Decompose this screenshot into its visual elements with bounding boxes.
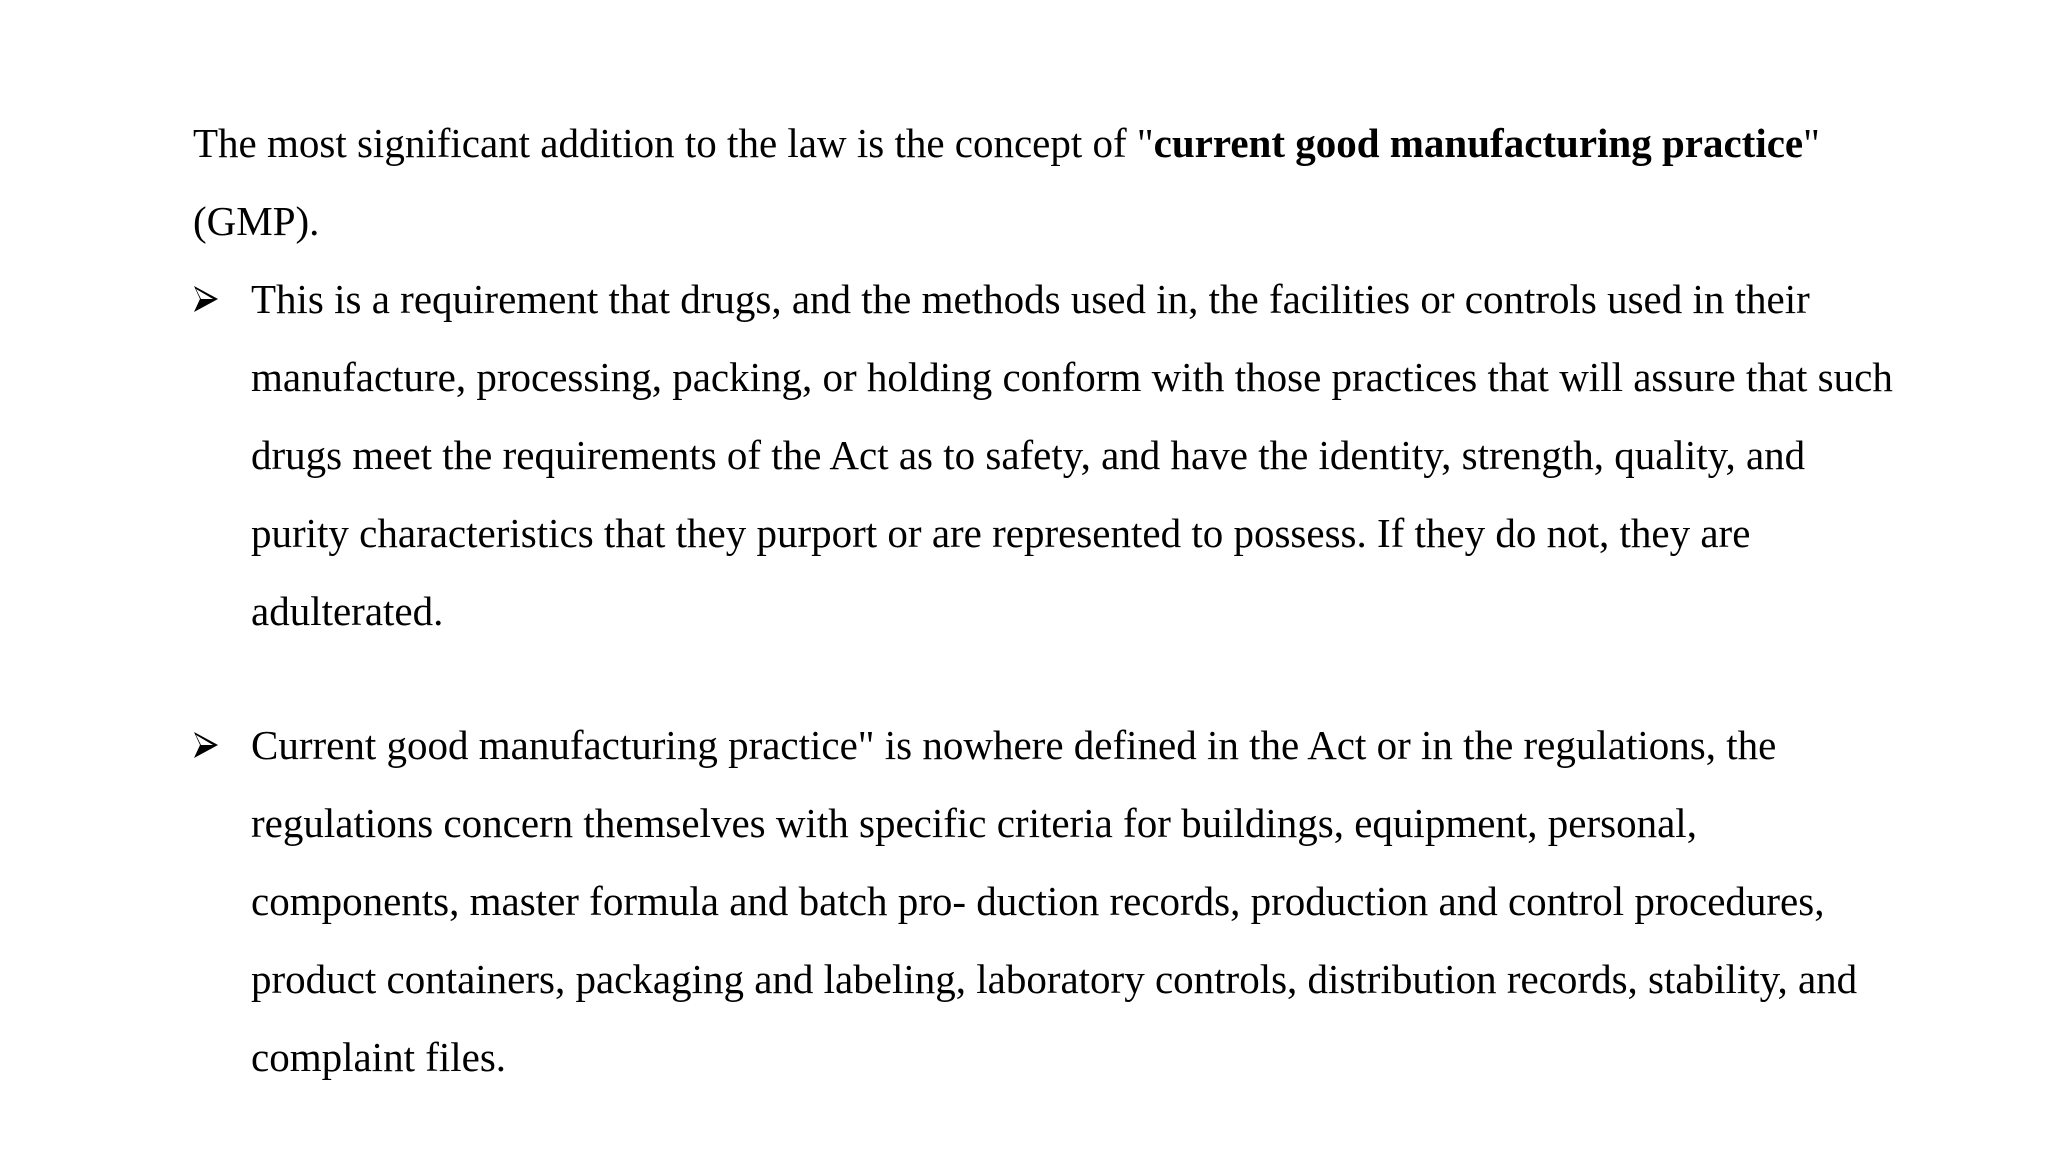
intro-bold-term: current good manufacturing practice bbox=[1153, 120, 1804, 166]
intro-tail-text: " (GMP). bbox=[193, 120, 1820, 244]
arrowhead-bullet-icon bbox=[193, 260, 229, 338]
intro-lead-text: The most significant addition to the law is the concept of " bbox=[193, 120, 1154, 166]
bullet-item bbox=[193, 706, 1893, 1096]
intro-paragraph bbox=[193, 104, 1893, 260]
arrowhead-bullet-icon bbox=[193, 706, 229, 784]
slide-content bbox=[193, 104, 1893, 1096]
bullet-text: This is a requirement that drugs, and the methods used in, the facilities or controls used in their manufacture, processing, packing, or holding conform with those practices that will assure that such drugs meet the requirements of the Act as to safety, and have the identity, strength, quality, and purity characteristics that they purport or are represented to possess. If they do not, they are adulterated. bbox=[251, 276, 1893, 634]
bullet-item bbox=[193, 260, 1893, 650]
bullet-text: Current good manufacturing practice" is nowhere defined in the Act or in the regulations, the regulations concern themselves with specific criteria for buildings, equipment, personal, components, master formula and batch pro- duction records, production and control procedures, product containers, packaging and labeling, laboratory controls, distribution records, stability, and complaint files. bbox=[251, 722, 1858, 1080]
